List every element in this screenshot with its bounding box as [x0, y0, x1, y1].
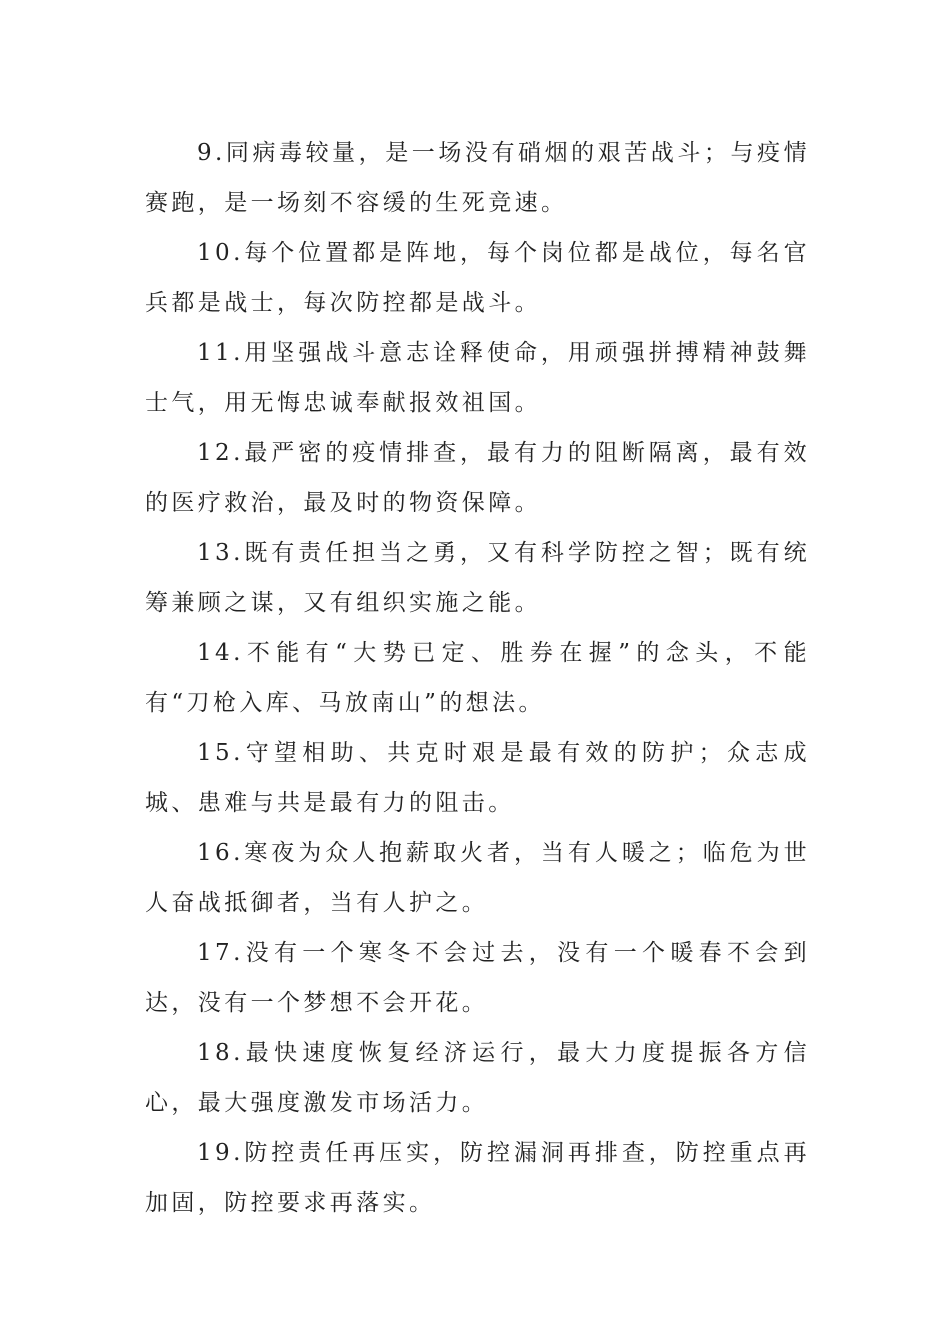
paragraph-12: 12.最严密的疫情排查，最有力的阻断隔离，最有效的医疗救治，最及时的物资保障。 — [145, 440, 810, 516]
paragraph-18: 18.最快速度恢复经济运行，最大力度提振各方信心，最大强度激发市场活力。 — [145, 1040, 810, 1116]
paragraph-16: 16.寒夜为众人抱薪取火者，当有人暖之；临危为世人奋战抵御者，当有人护之。 — [145, 840, 810, 916]
document-body — [145, 128, 810, 1228]
paragraph-17: 17.没有一个寒冬不会过去，没有一个暖春不会到达，没有一个梦想不会开花。 — [145, 940, 810, 1016]
paragraph-11: 11.用坚强战斗意志诠释使命，用顽强拼搏精神鼓舞士气，用无悔忠诚奉献报效祖国。 — [145, 340, 810, 416]
paragraph-15: 15.守望相助、共克时艰是最有效的防护；众志成城、患难与共是最有力的阻击。 — [145, 740, 810, 816]
paragraph-9: 9.同病毒较量，是一场没有硝烟的艰苦战斗；与疫情赛跑，是一场刻不容缓的生死竞速。 — [145, 140, 810, 216]
paragraph-13: 13.既有责任担当之勇，又有科学防控之智；既有统筹兼顾之谋，又有组织实施之能。 — [145, 540, 810, 616]
paragraph-10: 10.每个位置都是阵地，每个岗位都是战位，每名官兵都是战士，每次防控都是战斗。 — [145, 240, 810, 316]
paragraph-14: 14.不能有“大势已定、胜券在握”的念头，不能有“刀枪入库、马放南山”的想法。 — [145, 640, 810, 716]
paragraph-19: 19.防控责任再压实，防控漏洞再排查，防控重点再加固，防控要求再落实。 — [145, 1140, 810, 1216]
